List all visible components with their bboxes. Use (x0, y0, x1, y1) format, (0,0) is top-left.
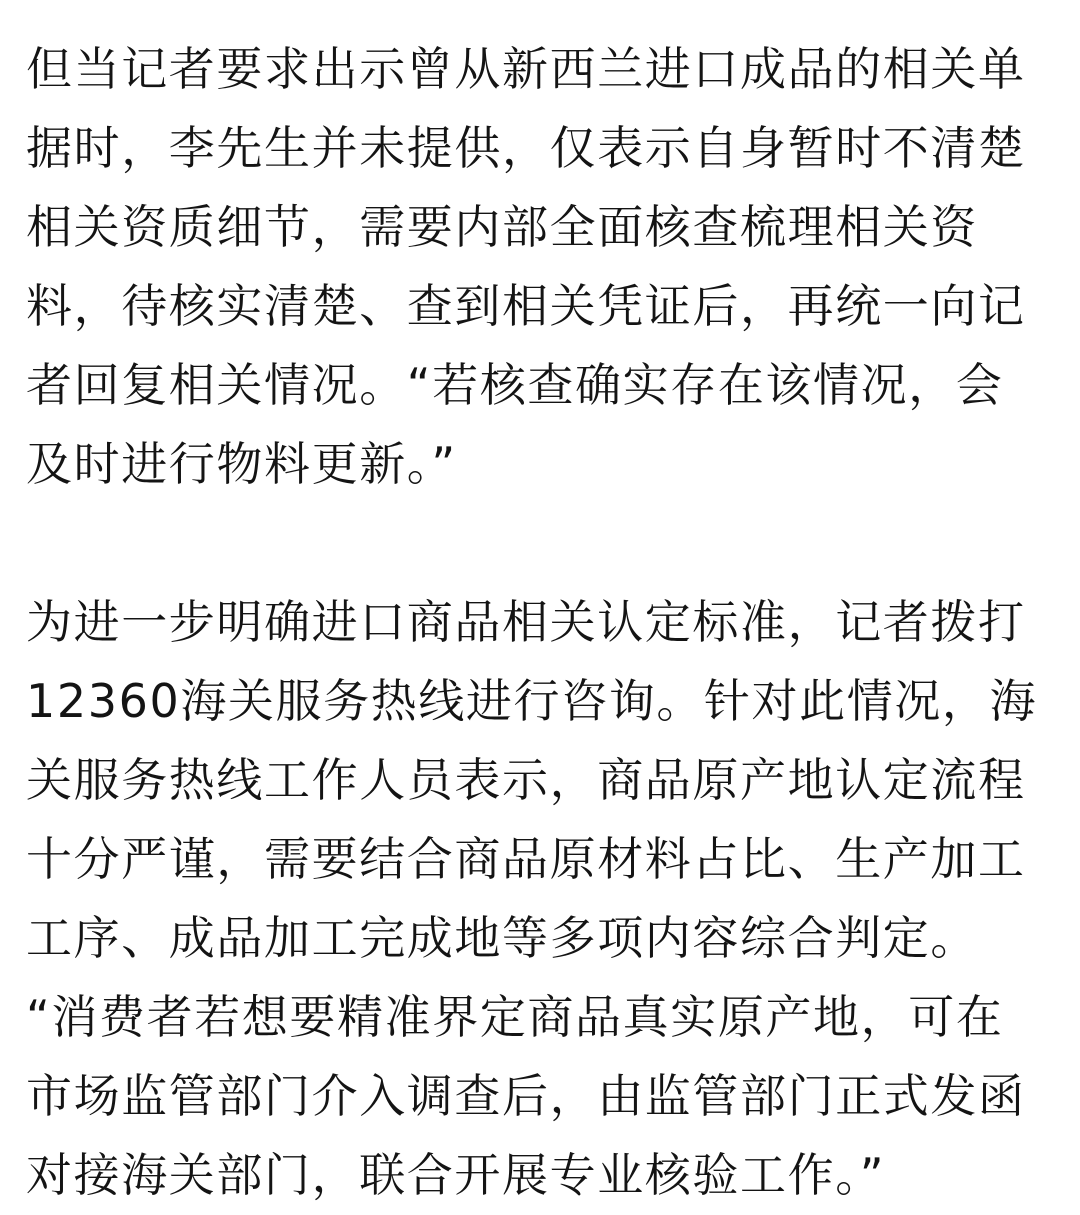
text-line: 市场监管部门介入调查后，由监管部门正式发函 (26, 1069, 1026, 1123)
text-line: 12360海关服务热线进行咨询。针对此情况，海 (26, 674, 1038, 728)
text-line: 为进一步明确进口商品相关认定标准，记者拨打 (26, 595, 1026, 649)
text-line: 十分严谨，需要结合商品原材料占比、生产加工 (26, 832, 1026, 886)
text-line: 及时进行物料更新。” (26, 437, 457, 491)
text-line: 料，待核实清楚、查到相关凭证后，再统一向记 (26, 279, 1026, 333)
text-line: 但当记者要求出示曾从新西兰进口成品的相关单 (26, 42, 1026, 96)
text-line: “消费者若想要精准界定商品真实原产地，可在 (26, 990, 1004, 1044)
text-line: 据时，李先生并未提供，仅表示自身暂时不清楚 (26, 121, 1026, 175)
text-line: 者回复相关情况。“若核查确实存在该情况，会 (26, 358, 1004, 412)
paragraph-2 (26, 583, 1056, 1215)
text-line: 相关资质细节，需要内部全面核查梳理相关资 (26, 200, 978, 254)
text-line: 关服务热线工作人员表示，商品原产地认定流程 (26, 753, 1026, 807)
text-line: 对接海关部门，联合开展专业核验工作。” (26, 1148, 886, 1202)
paragraph-1 (26, 30, 1056, 504)
article-body (26, 30, 1056, 1215)
text-line: 工序、成品加工完成地等多项内容综合判定。 (26, 911, 978, 965)
paragraph-spacer (26, 504, 1056, 583)
